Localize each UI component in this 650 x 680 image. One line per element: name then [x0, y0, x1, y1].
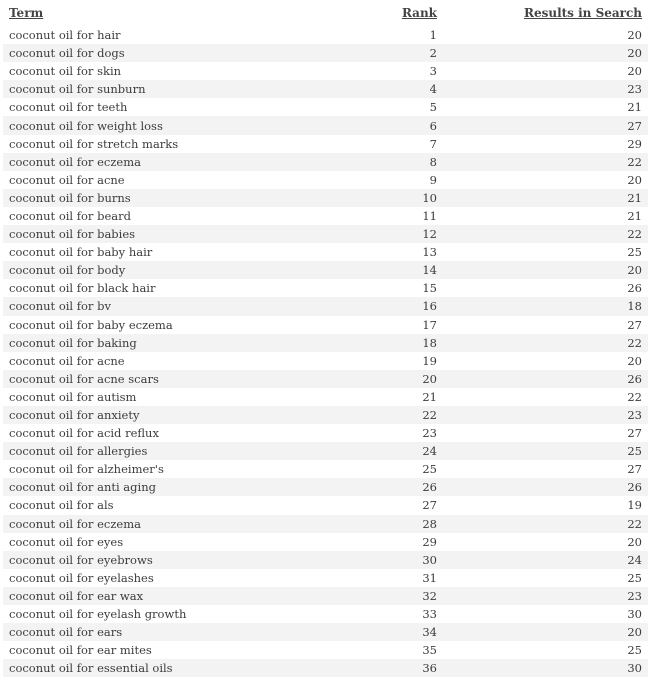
results-cell: 29: [443, 135, 648, 153]
rank-cell: 32: [353, 587, 443, 605]
term-cell: coconut oil for essential oils: [3, 659, 353, 677]
rank-cell: 28: [353, 515, 443, 533]
table-row: [3, 460, 648, 478]
term-cell: coconut oil for acid reflux: [3, 424, 353, 442]
results-column-header[interactable]: Results in Search: [443, 0, 648, 26]
term-cell: coconut oil for acne scars: [3, 370, 353, 388]
results-cell: 22: [443, 515, 648, 533]
rank-cell: 17: [353, 316, 443, 334]
table-row: [3, 334, 648, 352]
rank-cell: 10: [353, 189, 443, 207]
table-row: [3, 316, 648, 334]
rank-cell: 29: [353, 533, 443, 551]
results-cell: 25: [443, 569, 648, 587]
results-cell: 22: [443, 388, 648, 406]
keyword-table: [3, 0, 648, 677]
results-cell: 27: [443, 424, 648, 442]
results-cell: 24: [443, 551, 648, 569]
table-row: [3, 388, 648, 406]
table-row: [3, 442, 648, 460]
term-cell: coconut oil for ears: [3, 623, 353, 641]
table-row: [3, 98, 648, 116]
term-cell: coconut oil for eczema: [3, 153, 353, 171]
table-row: [3, 659, 648, 677]
term-cell: coconut oil for ear mites: [3, 641, 353, 659]
rank-cell: 3: [353, 62, 443, 80]
rank-cell: 24: [353, 442, 443, 460]
term-cell: coconut oil for acne: [3, 171, 353, 189]
table-header: [3, 0, 648, 26]
results-cell: 27: [443, 116, 648, 134]
rank-cell: 22: [353, 406, 443, 424]
rank-cell: 16: [353, 297, 443, 315]
results-cell: 20: [443, 26, 648, 44]
table-row: [3, 533, 648, 551]
results-cell: 20: [443, 171, 648, 189]
table-row: [3, 207, 648, 225]
rank-cell: 2: [353, 44, 443, 62]
term-cell: coconut oil for teeth: [3, 98, 353, 116]
term-cell: coconut oil for anti aging: [3, 478, 353, 496]
rank-cell: 13: [353, 243, 443, 261]
term-cell: coconut oil for beard: [3, 207, 353, 225]
table-row: [3, 424, 648, 442]
rank-cell: 33: [353, 605, 443, 623]
term-cell: coconut oil for body: [3, 261, 353, 279]
results-cell: 19: [443, 496, 648, 514]
table-row: [3, 62, 648, 80]
results-cell: 27: [443, 460, 648, 478]
term-cell: coconut oil for eyes: [3, 533, 353, 551]
term-cell: coconut oil for babies: [3, 225, 353, 243]
table-row: [3, 370, 648, 388]
rank-cell: 1: [353, 26, 443, 44]
rank-cell: 36: [353, 659, 443, 677]
rank-cell: 4: [353, 80, 443, 98]
header-row: [3, 0, 648, 26]
rank-cell: 15: [353, 279, 443, 297]
term-cell: coconut oil for eyebrows: [3, 551, 353, 569]
table-row: [3, 496, 648, 514]
term-column-header[interactable]: Term: [3, 0, 353, 26]
results-cell: 22: [443, 153, 648, 171]
rank-column-header[interactable]: Rank: [353, 0, 443, 26]
rank-cell: 30: [353, 551, 443, 569]
table-row: [3, 279, 648, 297]
table-row: [3, 623, 648, 641]
table-row: [3, 297, 648, 315]
results-cell: 20: [443, 62, 648, 80]
table-row: [3, 478, 648, 496]
results-cell: 23: [443, 587, 648, 605]
rank-cell: 14: [353, 261, 443, 279]
rank-cell: 23: [353, 424, 443, 442]
table-row: [3, 515, 648, 533]
term-cell: coconut oil for eczema: [3, 515, 353, 533]
term-cell: coconut oil for autism: [3, 388, 353, 406]
results-cell: 30: [443, 605, 648, 623]
rank-cell: 8: [353, 153, 443, 171]
results-cell: 26: [443, 279, 648, 297]
term-cell: coconut oil for als: [3, 496, 353, 514]
term-cell: coconut oil for alzheimer's: [3, 460, 353, 478]
results-cell: 23: [443, 406, 648, 424]
table-row: [3, 352, 648, 370]
results-cell: 26: [443, 478, 648, 496]
table-row: [3, 551, 648, 569]
results-cell: 30: [443, 659, 648, 677]
term-cell: coconut oil for hair: [3, 26, 353, 44]
term-cell: coconut oil for sunburn: [3, 80, 353, 98]
rank-cell: 34: [353, 623, 443, 641]
table-row: [3, 587, 648, 605]
table-row: [3, 189, 648, 207]
term-cell: coconut oil for allergies: [3, 442, 353, 460]
rank-cell: 12: [353, 225, 443, 243]
term-cell: coconut oil for dogs: [3, 44, 353, 62]
table-row: [3, 261, 648, 279]
results-cell: 21: [443, 207, 648, 225]
table-body: [3, 26, 648, 677]
rank-cell: 9: [353, 171, 443, 189]
term-cell: coconut oil for black hair: [3, 279, 353, 297]
results-cell: 20: [443, 44, 648, 62]
table-row: [3, 171, 648, 189]
rank-cell: 19: [353, 352, 443, 370]
results-cell: 23: [443, 80, 648, 98]
rank-cell: 27: [353, 496, 443, 514]
term-cell: coconut oil for eyelashes: [3, 569, 353, 587]
term-cell: coconut oil for baby hair: [3, 243, 353, 261]
results-cell: 26: [443, 370, 648, 388]
rank-cell: 21: [353, 388, 443, 406]
results-cell: 20: [443, 623, 648, 641]
table-row: [3, 406, 648, 424]
results-cell: 20: [443, 533, 648, 551]
rank-cell: 5: [353, 98, 443, 116]
table-row: [3, 44, 648, 62]
rank-cell: 35: [353, 641, 443, 659]
table-row: [3, 26, 648, 44]
results-cell: 21: [443, 98, 648, 116]
results-cell: 25: [443, 243, 648, 261]
results-cell: 27: [443, 316, 648, 334]
results-cell: 18: [443, 297, 648, 315]
term-cell: coconut oil for weight loss: [3, 116, 353, 134]
term-cell: coconut oil for baking: [3, 334, 353, 352]
table-row: [3, 80, 648, 98]
term-cell: coconut oil for eyelash growth: [3, 605, 353, 623]
term-cell: coconut oil for stretch marks: [3, 135, 353, 153]
table-row: [3, 641, 648, 659]
rank-cell: 18: [353, 334, 443, 352]
results-cell: 25: [443, 641, 648, 659]
term-cell: coconut oil for baby eczema: [3, 316, 353, 334]
term-cell: coconut oil for skin: [3, 62, 353, 80]
results-cell: 21: [443, 189, 648, 207]
term-cell: coconut oil for bv: [3, 297, 353, 315]
results-cell: 22: [443, 225, 648, 243]
table-row: [3, 569, 648, 587]
results-cell: 22: [443, 334, 648, 352]
table-row: [3, 225, 648, 243]
rank-cell: 6: [353, 116, 443, 134]
rank-cell: 11: [353, 207, 443, 225]
term-cell: coconut oil for burns: [3, 189, 353, 207]
table-row: [3, 153, 648, 171]
table-row: [3, 243, 648, 261]
table-row: [3, 135, 648, 153]
term-cell: coconut oil for acne: [3, 352, 353, 370]
rank-cell: 25: [353, 460, 443, 478]
table-row: [3, 605, 648, 623]
term-cell: coconut oil for anxiety: [3, 406, 353, 424]
results-cell: 25: [443, 442, 648, 460]
rank-cell: 26: [353, 478, 443, 496]
results-cell: 20: [443, 352, 648, 370]
table-row: [3, 116, 648, 134]
rank-cell: 7: [353, 135, 443, 153]
rank-cell: 31: [353, 569, 443, 587]
term-cell: coconut oil for ear wax: [3, 587, 353, 605]
results-cell: 20: [443, 261, 648, 279]
rank-cell: 20: [353, 370, 443, 388]
